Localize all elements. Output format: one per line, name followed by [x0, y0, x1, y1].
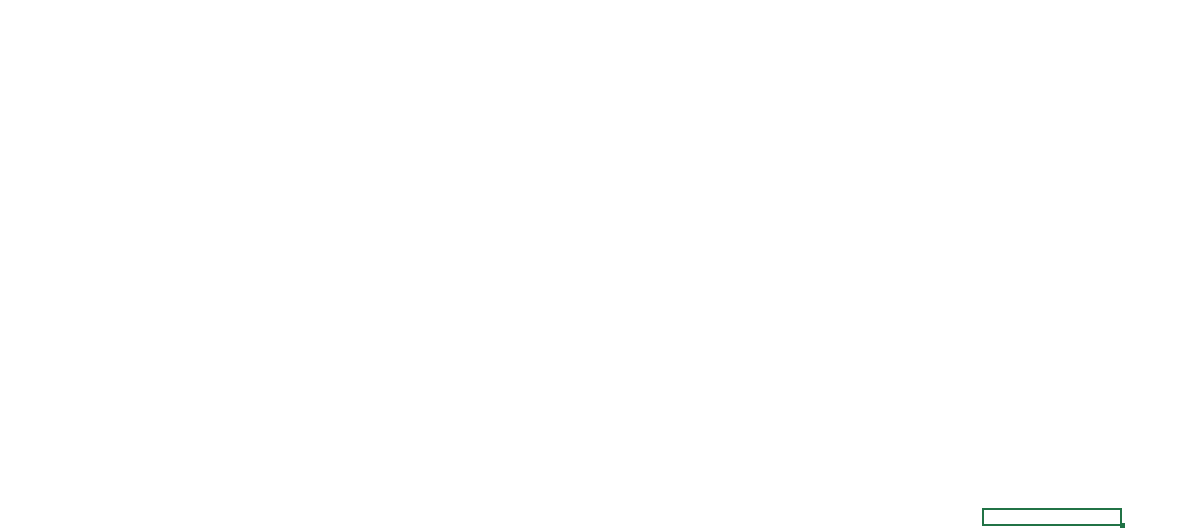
active-cell-selection[interactable] [982, 508, 1122, 526]
fill-handle[interactable] [1120, 523, 1125, 528]
